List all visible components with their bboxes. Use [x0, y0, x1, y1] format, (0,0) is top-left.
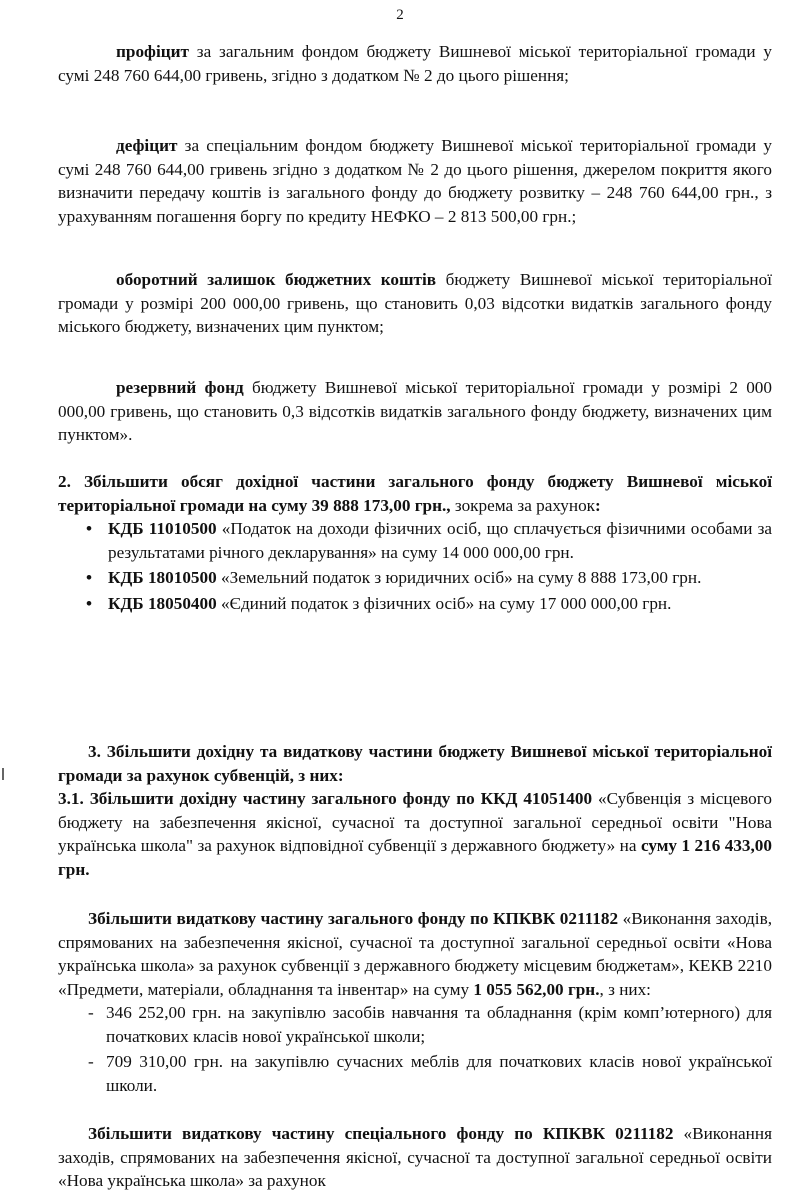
- text-proficit: за загальним фондом бюджету Вишневої міської територіальної громади у сумі 248 760 644,00 гривень, згідно з додатком № 2 до цього рішення;: [58, 42, 772, 85]
- section-3-heading: 3. Збільшити дохідну та видаткову частини бюджету Вишневої міської територіальної громади за рахунок субвенцій, з них:: [58, 742, 772, 785]
- text-deficit: за спеціальним фондом бюджету Вишневої міської територіальної громади у сумі 248 760 644,00 гривень згідно з додатком № 2 до цього рішення, джерелом покриття якого визначити передачу коштів із загального фонду до бюджету розвитку – 248 760 644,00 грн., з урахуванням погашення боргу по кредиту НЕФКО – 2 813 500,00 грн.;: [58, 136, 772, 226]
- term-balance: оборотний залишок бюджетних коштів: [116, 270, 437, 289]
- paragraph-exp-general: Збільшити видаткову частину загального фонду по КПКВК 0211182 «Виконання заходів, спрямованих на забезпечення якісної, сучасної та доступної загальної середньої освіти «Нова українська школа» за рахунок субвенції з державного бюджету місцевим бюджетам», КЕКВ 2210 «Предмети, матеріали, обладнання та інвентар» на суму 1 055 562,00 грн., з них: - 346 252,00 грн. на закупівлю засобів навчання та обладнання (крім комп’ютерного) для початкових класів нової української школи; - 709 310,00 грн. на закупівлю сучасних меблів для початкових класів нової української школи.: [58, 907, 772, 1099]
- term-deficit: дефіцит: [116, 136, 178, 155]
- term-reserve: резервний фонд: [116, 378, 244, 397]
- list-item: - 346 252,00 грн. на закупівлю засобів навчання та обладнання (крім комп’ютерного) для початкових класів нової української школи;: [88, 1003, 772, 1046]
- paragraph-balance: [58, 268, 772, 339]
- bullet-icon: •: [86, 568, 93, 587]
- subsection-3-1: 3.1. Збільшити дохідну частину загального фонду по ККД 41051400 «Субвенція з місцевого бюджету на забезпечення якісної, сучасної та доступної загальної середньої освіти "Нова українська школа" за рахунок відповідної субвенції з державного бюджету» на суму 1 216 433,00 грн.: [58, 789, 772, 879]
- list-item: • КДБ 11010500 «Податок на доходи фізичних осіб, що сплачується фізичними особами за результатами річного декларування» на суму 14 000 000,00 грн.: [86, 519, 773, 562]
- paragraph-exp-special: Збільшити видаткову частину спеціального фонду по КПКВК 0211182 «Виконання заходів, спрямованих на забезпечення якісної, сучасної та доступної загальної середньої освіти «Нова українська школа» за рахунок: [58, 1124, 772, 1190]
- section-3: [58, 740, 772, 881]
- list-item: • КДБ 18050400 «Єдиний податок з фізичних осіб» на суму 17 000 000,00 грн.: [58, 592, 772, 616]
- paragraph-reserve: [58, 376, 772, 447]
- section-2: [58, 470, 772, 617]
- section-2-heading: 2. Збільшити обсяг дохідної частини загального фонду бюджету Вишневої міської територіальної громади на суму 39 888 173,00 грн., зокрема за рахунок:: [58, 472, 772, 515]
- text-balance: бюджету Вишневої міської територіальної громади у розмірі 200 000,00 гривень, що становить 0,03 відсотки видатків загального фонду міського бюджету, визначених цим пунктом;: [58, 270, 772, 336]
- list-item: - 709 310,00 грн. на закупівлю сучасних меблів для початкових класів нової української школи.: [88, 1052, 772, 1095]
- term-proficit: профіцит: [116, 42, 189, 61]
- paragraph-deficit: [58, 134, 772, 228]
- section-2-list: [58, 517, 772, 615]
- dash-icon: -: [88, 1003, 94, 1022]
- page-number: 2: [396, 7, 404, 23]
- scan-mark: [2, 768, 4, 780]
- list-item: • КДБ 18010500 «Земельний податок з юридичних осіб» на суму 8 888 173,00 грн.: [58, 566, 772, 590]
- text-reserve: бюджету Вишневої міської територіальної громади у розмірі 2 000 000,00 гривень, що становить 0,3 відсотків видатків загального фонду бюджету, визначених цим пунктом».: [58, 378, 772, 444]
- paragraph-proficit: [58, 40, 772, 87]
- bullet-icon: •: [86, 519, 93, 538]
- exp-general-list: [58, 1001, 772, 1097]
- bullet-icon: •: [86, 593, 93, 613]
- dash-icon: -: [88, 1052, 94, 1071]
